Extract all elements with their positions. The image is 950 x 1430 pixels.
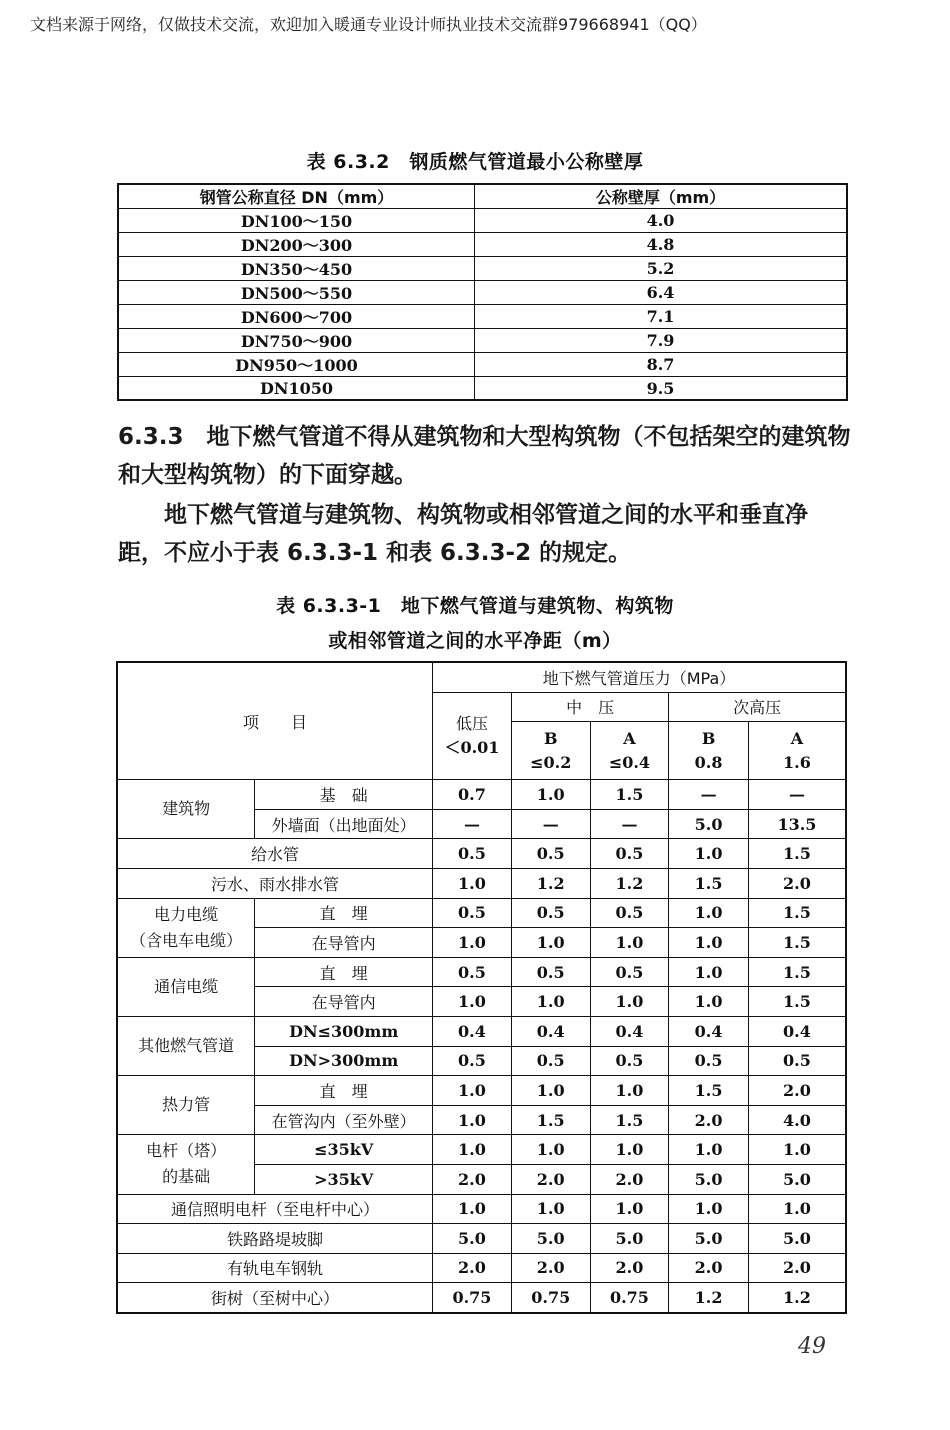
- clearance-value-cell: 0.5: [511, 957, 590, 987]
- clearance-value-cell: 1.0: [433, 1194, 512, 1224]
- clearance-value-cell: 1.0: [433, 987, 512, 1017]
- header-diameter: 钢管公称直径 DN（mm）: [118, 184, 475, 209]
- clearance-value-cell: 2.0: [669, 1105, 749, 1135]
- row-group-label: [117, 898, 255, 957]
- cell-thickness: 8.7: [475, 353, 848, 377]
- clearance-value-cell: 1.0: [590, 1076, 669, 1106]
- clearance-value-cell: 1.0: [511, 1076, 590, 1106]
- clearance-value-cell: 0.75: [433, 1283, 512, 1313]
- clearance-value-cell: 0.4: [748, 1016, 846, 1046]
- table-row: [117, 1224, 846, 1254]
- row-subitem-label: 在管沟内（至外壁）: [255, 1105, 433, 1135]
- cell-thickness: 4.0: [475, 209, 848, 233]
- clearance-value-cell: 1.0: [590, 928, 669, 958]
- row-group-label-line: 建筑物: [162, 799, 211, 819]
- clearance-value-cell: 0.5: [590, 839, 669, 869]
- clearance-value-cell: 2.0: [590, 1164, 669, 1194]
- row-item-label: 通信照明电杆（至电杆中心）: [117, 1194, 433, 1224]
- table-row: [118, 353, 847, 377]
- table-row: [117, 780, 846, 810]
- clearance-value-cell: 0.4: [669, 1016, 749, 1046]
- table-row: [118, 305, 847, 329]
- clearance-value-cell: 1.0: [748, 1194, 846, 1224]
- horizontal-clearance-table: [116, 661, 847, 1314]
- clearance-value-cell: 1.5: [748, 898, 846, 928]
- clearance-value-cell: 0.5: [433, 957, 512, 987]
- clearance-value-cell: 2.0: [433, 1164, 512, 1194]
- header-mid-a: [590, 722, 669, 780]
- table-row: [118, 209, 847, 233]
- table-row: [118, 257, 847, 281]
- clearance-value-cell: 2.0: [433, 1253, 512, 1283]
- table-row: [117, 1016, 846, 1046]
- header-thickness: 公称壁厚（mm）: [475, 184, 848, 209]
- clearance-value-cell: 1.5: [748, 987, 846, 1017]
- table-row: [118, 281, 847, 305]
- clearance-value-cell: 1.5: [748, 928, 846, 958]
- cell-thickness: 5.2: [475, 257, 848, 281]
- clearance-value-cell: 1.5: [669, 1076, 749, 1106]
- clearance-value-cell: 5.0: [511, 1224, 590, 1254]
- clearance-value-cell: 0.5: [590, 1046, 669, 1076]
- table-row: [118, 233, 847, 257]
- clearance-value-cell: 0.5: [511, 1046, 590, 1076]
- cell-thickness: 7.1: [475, 305, 848, 329]
- clearance-value-cell: 5.0: [669, 1164, 749, 1194]
- table-row: [117, 868, 846, 898]
- clearance-value-cell: 1.0: [433, 1105, 512, 1135]
- row-group-label-line: （含电车电缆）: [130, 930, 243, 950]
- table-row: [117, 1076, 846, 1106]
- clearance-value-cell: —: [511, 809, 590, 839]
- row-group-label-line: 电杆（塔）: [146, 1141, 227, 1161]
- header-subhigh-pressure: 次高压: [669, 692, 846, 722]
- row-subitem-label: DN≤300mm: [255, 1016, 433, 1046]
- watermark-text: 文档来源于网络，仅做技术交流，欢迎加入暖通专业设计师执业技术交流群979668941（QQ）: [30, 15, 707, 34]
- clearance-value-cell: 1.0: [433, 1135, 512, 1165]
- clearance-value-cell: 1.2: [748, 1283, 846, 1313]
- table2-caption-line2: 或相邻管道之间的水平净距（m）: [328, 630, 622, 652]
- clearance-value-cell: 1.0: [669, 898, 749, 928]
- clearance-value-cell: 1.5: [590, 780, 669, 810]
- row-group-label-line: 其他燃气管道: [138, 1036, 235, 1056]
- page-number: 49: [798, 1334, 826, 1359]
- clearance-value-cell: 0.5: [511, 898, 590, 928]
- clearance-value-cell: 0.4: [511, 1016, 590, 1046]
- clearance-value-cell: 5.0: [669, 1224, 749, 1254]
- clearance-value-cell: 0.7: [433, 780, 512, 810]
- row-subitem-label: 在导管内: [255, 987, 433, 1017]
- cell-thickness: 6.4: [475, 281, 848, 305]
- table-row: [117, 1253, 846, 1283]
- clearance-value-cell: 1.5: [669, 868, 749, 898]
- clearance-value-cell: 0.4: [433, 1016, 512, 1046]
- clearance-value-cell: 5.0: [748, 1164, 846, 1194]
- cell-thickness: 4.8: [475, 233, 848, 257]
- cell-diameter: DN600～700: [118, 305, 475, 329]
- clearance-value-cell: 1.5: [511, 1105, 590, 1135]
- table-row: [117, 839, 846, 869]
- clearance-value-cell: 0.75: [511, 1283, 590, 1313]
- header-mid-b-label: B: [543, 728, 558, 748]
- clearance-value-cell: 1.0: [433, 1076, 512, 1106]
- row-item-label: 有轨电车钢轨: [117, 1253, 433, 1283]
- table-row: [118, 377, 847, 401]
- clearance-value-cell: —: [433, 809, 512, 839]
- clearance-value-cell: —: [590, 809, 669, 839]
- header-high-b-label: B: [701, 728, 716, 748]
- header-low-pressure: [433, 692, 512, 780]
- header-high-a: [748, 722, 846, 780]
- row-subitem-label: 直 埋: [255, 957, 433, 987]
- row-group-label-line: 通信电缆: [154, 976, 219, 996]
- table-row: [117, 898, 846, 928]
- header-low-label: 低压: [455, 713, 488, 733]
- clearance-value-cell: 0.5: [590, 898, 669, 928]
- clearance-value-cell: 0.5: [511, 839, 590, 869]
- row-subitem-label: DN>300mm: [255, 1046, 433, 1076]
- clearance-value-cell: 4.0: [748, 1105, 846, 1135]
- clearance-value-cell: 1.0: [669, 957, 749, 987]
- header-high-b: [669, 722, 749, 780]
- clearance-value-cell: 1.0: [433, 868, 512, 898]
- clearance-value-cell: 1.0: [511, 780, 590, 810]
- clearance-value-cell: 2.0: [590, 1253, 669, 1283]
- clearance-value-cell: 0.4: [590, 1016, 669, 1046]
- cell-thickness: 9.5: [475, 377, 848, 401]
- clearance-value-cell: —: [669, 780, 749, 810]
- header-mid-a-label: A: [623, 728, 636, 748]
- clearance-value-cell: 1.5: [748, 839, 846, 869]
- row-subitem-label: 外墙面（出地面处）: [255, 809, 433, 839]
- clearance-value-cell: 1.0: [590, 1194, 669, 1224]
- clearance-value-cell: 1.2: [590, 868, 669, 898]
- clearance-value-cell: 0.5: [748, 1046, 846, 1076]
- clearance-value-cell: 1.2: [669, 1283, 749, 1313]
- header-medium-pressure: 中 压: [511, 692, 668, 722]
- clearance-value-cell: 1.0: [511, 1135, 590, 1165]
- clearance-value-cell: 1.0: [590, 987, 669, 1017]
- row-item-label: 铁路路堤坡脚: [117, 1224, 433, 1254]
- table2-body: [117, 780, 846, 1313]
- clearance-value-cell: 0.5: [433, 1046, 512, 1076]
- clearance-value-cell: 0.5: [433, 898, 512, 928]
- clearance-value-cell: 2.0: [748, 1076, 846, 1106]
- clearance-value-cell: 5.0: [748, 1224, 846, 1254]
- cell-diameter: DN100～150: [118, 209, 475, 233]
- header-pressure: 地下燃气管道压力（MPa）: [433, 662, 846, 692]
- row-subitem-label: ≤35kV: [255, 1135, 433, 1165]
- table1-caption: 表 6.3.2 钢质燃气管道最小公称壁厚: [306, 151, 644, 173]
- header-mid-b-value: ≤0.2: [530, 752, 572, 772]
- cell-diameter: DN500～550: [118, 281, 475, 305]
- row-group-label: [117, 957, 255, 1016]
- clearance-value-cell: 2.0: [748, 868, 846, 898]
- clearance-value-cell: 5.0: [669, 809, 749, 839]
- clause-6-3-3: 6.3.3 地下燃气管道不得从建筑物和大型构筑物（不包括架空的建筑物和大型构筑物）的下面穿越。: [118, 424, 851, 488]
- header-low-value: ＜0.01: [444, 737, 500, 757]
- row-group-label-line: 电力电缆: [154, 904, 219, 924]
- clearance-value-cell: 1.0: [669, 1135, 749, 1165]
- row-item-label: 污水、雨水排水管: [117, 868, 433, 898]
- row-subitem-label: 直 埋: [255, 898, 433, 928]
- clearance-value-cell: 1.0: [669, 1194, 749, 1224]
- row-group-label: [117, 780, 255, 839]
- clearance-value-cell: 2.0: [511, 1164, 590, 1194]
- clearance-value-cell: 1.0: [433, 928, 512, 958]
- cell-thickness: 7.9: [475, 329, 848, 353]
- table-header-row: [118, 184, 847, 209]
- cell-diameter: DN1050: [118, 377, 475, 401]
- clearance-value-cell: 2.0: [511, 1253, 590, 1283]
- cell-diameter: DN950～1000: [118, 353, 475, 377]
- clearance-value-cell: —: [748, 780, 846, 810]
- clearance-value-cell: 1.5: [590, 1105, 669, 1135]
- clearance-value-cell: 0.5: [590, 957, 669, 987]
- clearance-value-cell: 2.0: [748, 1253, 846, 1283]
- clearance-value-cell: 0.5: [669, 1046, 749, 1076]
- table2-caption-line1: 表 6.3.3-1 地下燃气管道与建筑物、构筑物: [276, 595, 674, 617]
- cell-diameter: DN750～900: [118, 329, 475, 353]
- clause-6-3-3-paragraph-2: 地下燃气管道与建筑物、构筑物或相邻管道之间的水平和垂直净距，不应小于表 6.3.3-1 和表 6.3.3-2 的规定。: [118, 502, 808, 566]
- clearance-value-cell: 1.0: [669, 987, 749, 1017]
- clearance-value-cell: 0.75: [590, 1283, 669, 1313]
- header-item: 项 目: [117, 662, 433, 780]
- table-row: [117, 1283, 846, 1313]
- clearance-value-cell: 1.0: [511, 1194, 590, 1224]
- clearance-value-cell: 1.2: [511, 868, 590, 898]
- row-subitem-label: 在导管内: [255, 928, 433, 958]
- row-group-label: [117, 1016, 255, 1075]
- row-subitem-label: >35kV: [255, 1164, 433, 1194]
- clearance-value-cell: 1.5: [748, 957, 846, 987]
- clearance-value-cell: 1.0: [511, 928, 590, 958]
- cell-diameter: DN200～300: [118, 233, 475, 257]
- header-high-b-value: 0.8: [694, 752, 723, 772]
- row-group-label: [117, 1135, 255, 1194]
- table1-body: [118, 209, 847, 401]
- row-group-label-line: 的基础: [162, 1167, 211, 1187]
- clearance-value-cell: 1.0: [669, 839, 749, 869]
- row-item-label: 给水管: [117, 839, 433, 869]
- header-high-a-value: 1.6: [783, 752, 811, 772]
- header-row-1: [117, 662, 846, 692]
- header-high-a-label: A: [790, 728, 804, 748]
- clearance-value-cell: 1.0: [669, 928, 749, 958]
- row-group-label-line: 热力管: [162, 1095, 211, 1115]
- clearance-value-cell: 1.0: [590, 1135, 669, 1165]
- cell-diameter: DN350～450: [118, 257, 475, 281]
- clearance-value-cell: 1.0: [511, 987, 590, 1017]
- table-row: [117, 1135, 846, 1165]
- table-row: [117, 1194, 846, 1224]
- header-mid-a-value: ≤0.4: [608, 752, 651, 772]
- row-group-label: [117, 1076, 255, 1135]
- table-row: [117, 957, 846, 987]
- clearance-value-cell: 13.5: [748, 809, 846, 839]
- clearance-value-cell: 5.0: [590, 1224, 669, 1254]
- clearance-value-cell: 0.5: [433, 839, 512, 869]
- table-row: [118, 329, 847, 353]
- row-item-label: 街树（至树中心）: [117, 1283, 433, 1313]
- row-subitem-label: 直 埋: [255, 1076, 433, 1106]
- clearance-value-cell: 1.0: [748, 1135, 846, 1165]
- clearance-value-cell: 5.0: [433, 1224, 512, 1254]
- row-subitem-label: 基 础: [255, 780, 433, 810]
- clearance-value-cell: 2.0: [669, 1253, 749, 1283]
- header-mid-b: [511, 722, 590, 780]
- wall-thickness-table: [117, 183, 848, 401]
